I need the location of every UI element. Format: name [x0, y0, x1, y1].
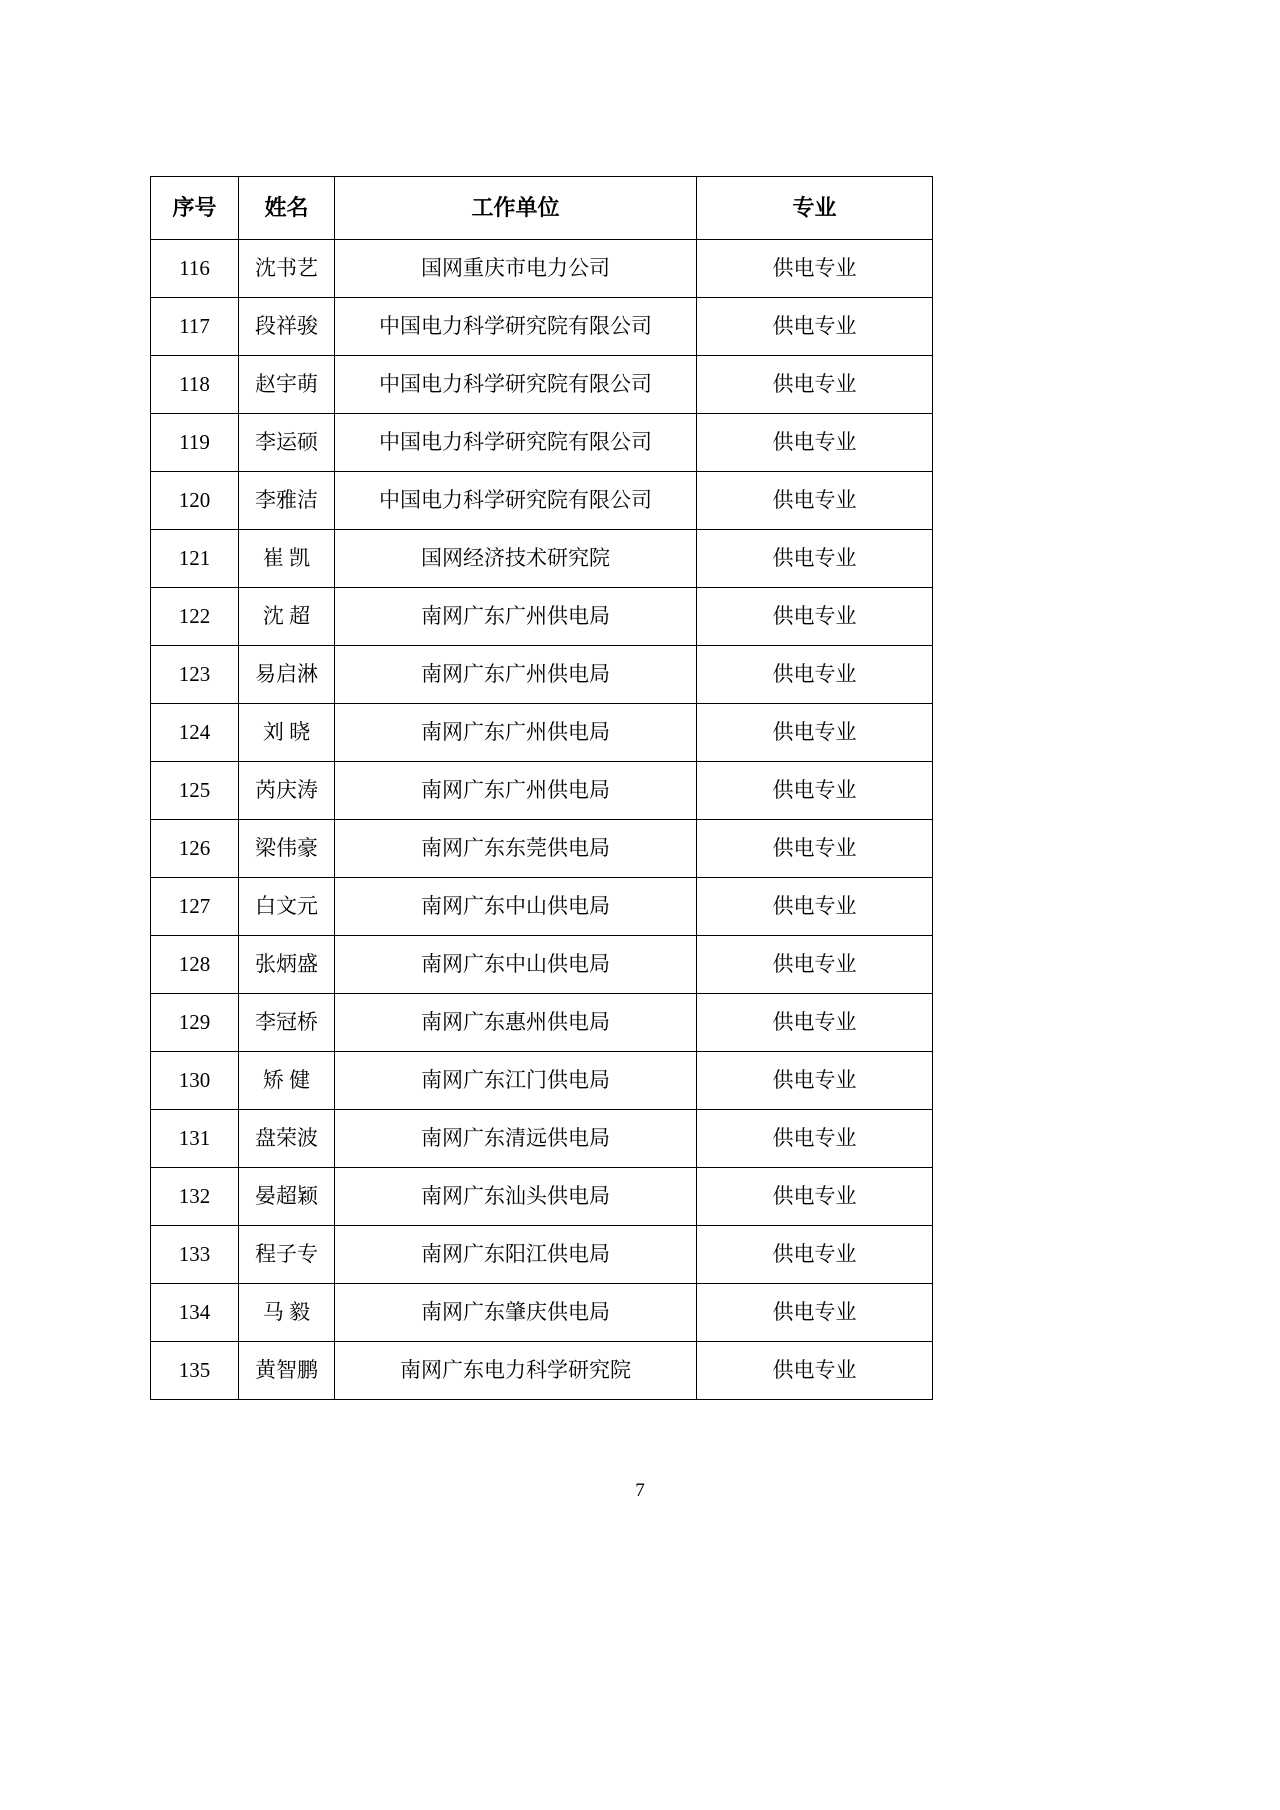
cell-name: 盘荣波	[239, 1110, 335, 1168]
cell-name: 易启淋	[239, 646, 335, 704]
table-row	[151, 1342, 933, 1400]
column-header-unit: 工作单位	[335, 177, 697, 240]
cell-name: 刘 晓	[239, 704, 335, 762]
cell-index: 131	[151, 1110, 239, 1168]
table-row	[151, 298, 933, 356]
cell-major: 供电专业	[697, 994, 933, 1052]
cell-unit: 南网广东广州供电局	[335, 762, 697, 820]
cell-major: 供电专业	[697, 646, 933, 704]
cell-unit: 南网广东东莞供电局	[335, 820, 697, 878]
table-row	[151, 1284, 933, 1342]
cell-index: 130	[151, 1052, 239, 1110]
cell-index: 133	[151, 1226, 239, 1284]
cell-major: 供电专业	[697, 1226, 933, 1284]
table-row	[151, 936, 933, 994]
cell-major: 供电专业	[697, 530, 933, 588]
table-row	[151, 530, 933, 588]
column-header-index: 序号	[151, 177, 239, 240]
cell-index: 117	[151, 298, 239, 356]
cell-name: 白文元	[239, 878, 335, 936]
cell-index: 126	[151, 820, 239, 878]
cell-index: 121	[151, 530, 239, 588]
page-number: 7	[635, 1480, 645, 1501]
table-row	[151, 588, 933, 646]
cell-major: 供电专业	[697, 472, 933, 530]
table-row	[151, 994, 933, 1052]
column-header-major: 专业	[697, 177, 933, 240]
cell-name: 程子专	[239, 1226, 335, 1284]
cell-index: 128	[151, 936, 239, 994]
table-body	[151, 240, 933, 1400]
cell-unit: 南网广东中山供电局	[335, 878, 697, 936]
cell-major: 供电专业	[697, 240, 933, 298]
table-row	[151, 704, 933, 762]
cell-name: 沈书艺	[239, 240, 335, 298]
cell-major: 供电专业	[697, 820, 933, 878]
cell-major: 供电专业	[697, 704, 933, 762]
roster-table-container	[150, 176, 932, 1400]
cell-unit: 南网广东广州供电局	[335, 646, 697, 704]
cell-unit: 国网重庆市电力公司	[335, 240, 697, 298]
cell-unit: 南网广东阳江供电局	[335, 1226, 697, 1284]
cell-index: 127	[151, 878, 239, 936]
cell-major: 供电专业	[697, 1052, 933, 1110]
cell-unit: 南网广东江门供电局	[335, 1052, 697, 1110]
table-row	[151, 878, 933, 936]
cell-index: 135	[151, 1342, 239, 1400]
cell-unit: 南网广东中山供电局	[335, 936, 697, 994]
cell-unit: 南网广东清远供电局	[335, 1110, 697, 1168]
cell-unit: 国网经济技术研究院	[335, 530, 697, 588]
cell-index: 124	[151, 704, 239, 762]
cell-unit: 中国电力科学研究院有限公司	[335, 356, 697, 414]
cell-major: 供电专业	[697, 356, 933, 414]
table-row	[151, 820, 933, 878]
cell-major: 供电专业	[697, 878, 933, 936]
cell-name: 李冠桥	[239, 994, 335, 1052]
cell-name: 段祥骏	[239, 298, 335, 356]
cell-index: 123	[151, 646, 239, 704]
table-row	[151, 414, 933, 472]
cell-major: 供电专业	[697, 762, 933, 820]
cell-name: 张炳盛	[239, 936, 335, 994]
cell-unit: 南网广东惠州供电局	[335, 994, 697, 1052]
cell-unit: 南网广东广州供电局	[335, 588, 697, 646]
cell-name: 马 毅	[239, 1284, 335, 1342]
cell-name: 沈 超	[239, 588, 335, 646]
cell-index: 134	[151, 1284, 239, 1342]
table-row	[151, 762, 933, 820]
cell-major: 供电专业	[697, 588, 933, 646]
cell-unit: 南网广东广州供电局	[335, 704, 697, 762]
cell-major: 供电专业	[697, 298, 933, 356]
cell-index: 132	[151, 1168, 239, 1226]
cell-index: 122	[151, 588, 239, 646]
cell-name: 黄智鹏	[239, 1342, 335, 1400]
cell-index: 118	[151, 356, 239, 414]
cell-name: 赵宇萌	[239, 356, 335, 414]
cell-unit: 中国电力科学研究院有限公司	[335, 414, 697, 472]
table-row	[151, 240, 933, 298]
cell-name: 梁伟豪	[239, 820, 335, 878]
cell-major: 供电专业	[697, 1284, 933, 1342]
cell-major: 供电专业	[697, 1342, 933, 1400]
column-header-name: 姓名	[239, 177, 335, 240]
cell-name: 芮庆涛	[239, 762, 335, 820]
cell-name: 李运硕	[239, 414, 335, 472]
table-header	[151, 177, 933, 240]
cell-unit: 中国电力科学研究院有限公司	[335, 472, 697, 530]
table-row	[151, 1226, 933, 1284]
cell-major: 供电专业	[697, 1168, 933, 1226]
cell-name: 晏超颖	[239, 1168, 335, 1226]
cell-unit: 南网广东肇庆供电局	[335, 1284, 697, 1342]
cell-index: 116	[151, 240, 239, 298]
table-header-row	[151, 177, 933, 240]
cell-name: 李雅洁	[239, 472, 335, 530]
cell-major: 供电专业	[697, 936, 933, 994]
cell-index: 125	[151, 762, 239, 820]
cell-index: 129	[151, 994, 239, 1052]
cell-unit: 南网广东汕头供电局	[335, 1168, 697, 1226]
roster-table	[150, 176, 933, 1400]
table-row	[151, 1168, 933, 1226]
table-row	[151, 1110, 933, 1168]
cell-major: 供电专业	[697, 1110, 933, 1168]
cell-major: 供电专业	[697, 414, 933, 472]
table-row	[151, 646, 933, 704]
cell-index: 119	[151, 414, 239, 472]
table-row	[151, 356, 933, 414]
table-row	[151, 472, 933, 530]
cell-unit: 中国电力科学研究院有限公司	[335, 298, 697, 356]
cell-unit: 南网广东电力科学研究院	[335, 1342, 697, 1400]
cell-index: 120	[151, 472, 239, 530]
table-row	[151, 1052, 933, 1110]
cell-name: 崔 凯	[239, 530, 335, 588]
cell-name: 矫 健	[239, 1052, 335, 1110]
